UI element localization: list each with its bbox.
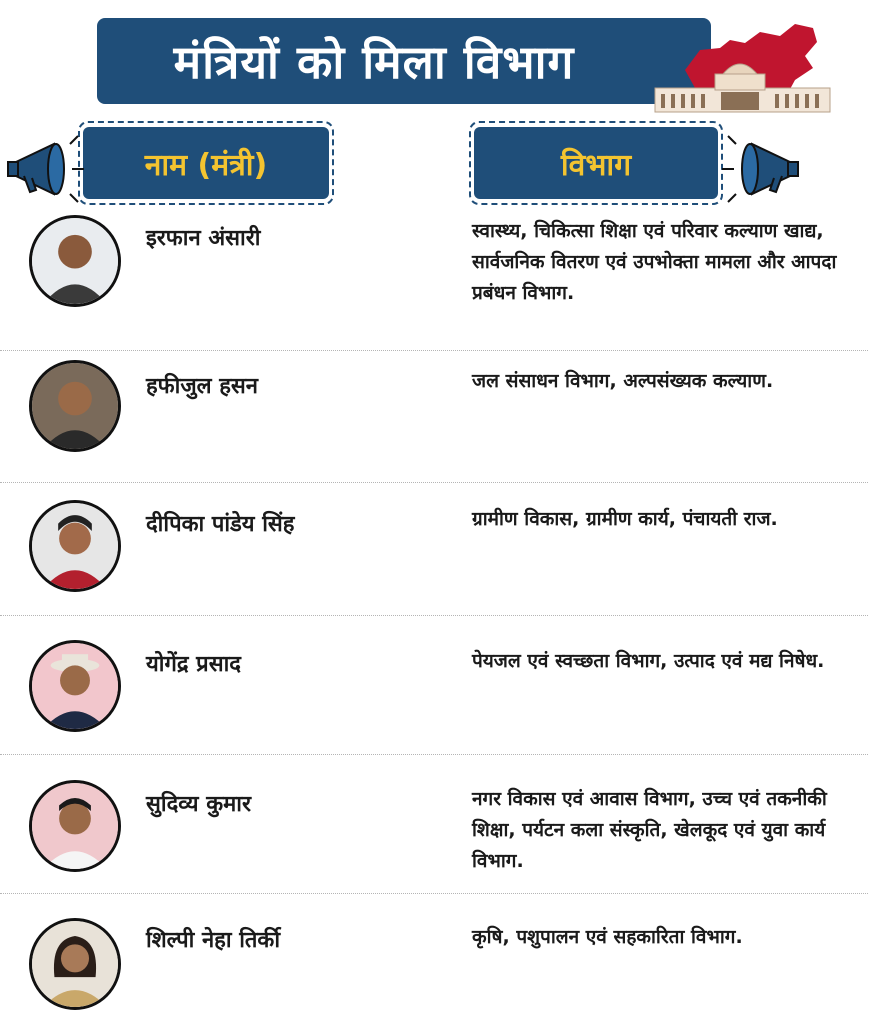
- header-name: [83, 127, 329, 199]
- minister-name: योगेंद्र प्रसाद: [146, 652, 241, 677]
- row-divider: [0, 482, 868, 483]
- title-banner: [97, 18, 711, 104]
- minister-department: ग्रामीण विकास, ग्रामीण कार्य, पंचायती राज.: [472, 508, 778, 530]
- row-divider: [0, 893, 868, 894]
- minister-name: शिल्पी नेहा तिर्की: [146, 928, 281, 953]
- avatar: [29, 360, 121, 452]
- header-department-label: विभाग: [560, 147, 632, 183]
- avatar: [29, 500, 121, 592]
- minister-department: जल संसाधन विभाग, अल्पसंख्यक कल्याण.: [472, 370, 774, 392]
- header-name-label: नाम (मंत्री): [144, 147, 268, 183]
- avatar: [29, 215, 121, 307]
- minister-department: स्वास्थ्य, चिकित्सा शिक्षा एवं परिवार कल्याण खाद्य, सार्वजनिक वितरण एवं उपभोक्ता मामला और आपदा प्रबंधन विभाग.: [472, 220, 837, 304]
- page-title: मंत्रियों को मिला विभाग: [173, 35, 575, 89]
- minister-name: इरफान अंसारी: [146, 226, 261, 251]
- avatar: [29, 918, 121, 1010]
- megaphone-icon: [712, 130, 802, 210]
- row-divider: [0, 615, 868, 616]
- megaphone-icon: [4, 130, 94, 210]
- header-department: [474, 127, 718, 199]
- jharkhand-map-icon: [645, 10, 835, 120]
- row-divider: [0, 350, 868, 351]
- minister-department: कृषि, पशुपालन एवं सहकारिता विभाग.: [472, 926, 743, 948]
- minister-department: नगर विकास एवं आवास विभाग, उच्च एवं तकनीकी शिक्षा, पर्यटन कला संस्कृति, खेलकूद एवं युवा कार्य विभाग.: [472, 788, 827, 872]
- minister-name: दीपिका पांडेय सिंह: [146, 512, 295, 537]
- minister-name: हफीजुल हसन: [146, 374, 259, 399]
- minister-department: पेयजल एवं स्वच्छता विभाग, उत्पाद एवं मद्य निषेध.: [472, 650, 825, 672]
- row-divider: [0, 754, 868, 755]
- minister-name: सुदिव्य कुमार: [146, 792, 251, 817]
- avatar: [29, 780, 121, 872]
- avatar: [29, 640, 121, 732]
